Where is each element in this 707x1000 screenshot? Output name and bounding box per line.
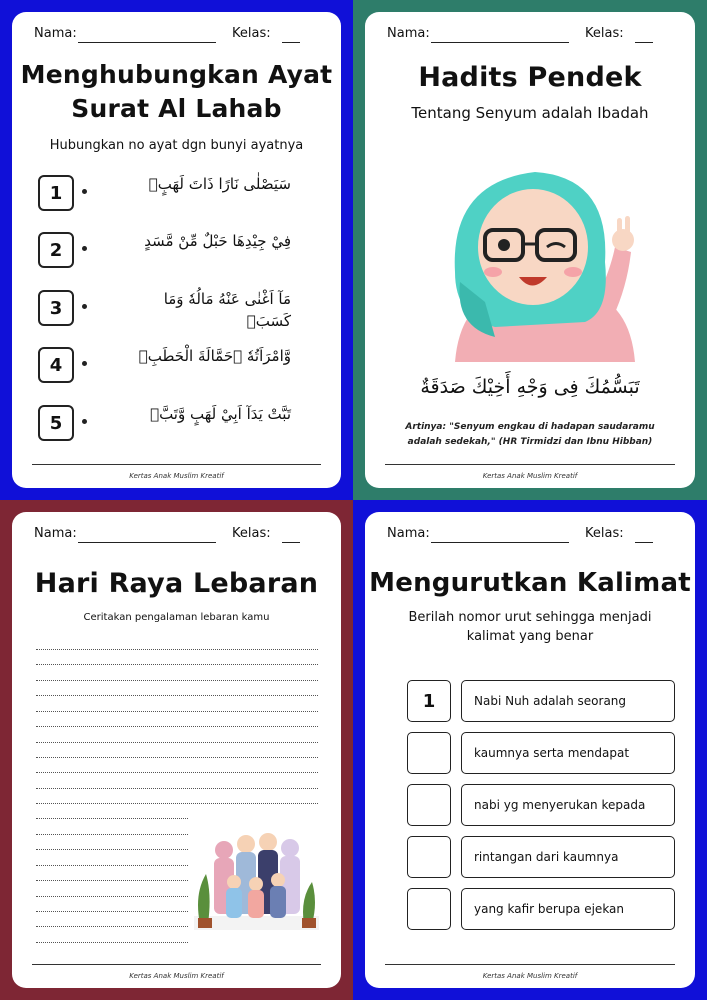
sentence-fragment: kaumnya serta mendapat [461, 732, 675, 774]
writing-line[interactable] [36, 742, 318, 743]
nama-line[interactable] [431, 542, 569, 543]
kelas-label: Kelas: [585, 526, 624, 541]
match-row [38, 175, 321, 215]
writing-line[interactable] [36, 834, 188, 835]
order-number-box[interactable]: 1 [407, 680, 451, 722]
ayat-text: فِيْ جِيْدِهَا حَبْلٌ مِّنْ مَّسَدٍ [144, 232, 291, 250]
number-box: 3 [38, 290, 74, 326]
order-row [407, 836, 677, 878]
kelas-line[interactable] [635, 542, 653, 543]
connector-dot[interactable] [82, 304, 87, 309]
order-row [407, 888, 677, 930]
worksheet-card [12, 12, 341, 488]
connector-dot[interactable] [82, 189, 87, 194]
name-class-bar [34, 26, 319, 48]
page-title-line2: Surat Al Lahab [71, 94, 282, 123]
nama-line[interactable] [78, 542, 216, 543]
writing-line[interactable] [36, 942, 188, 943]
kelas-label: Kelas: [232, 26, 271, 41]
footer-text: Kertas Anak Muslim Kreatif [482, 472, 578, 480]
footer-text: Kertas Anak Muslim Kreatif [129, 472, 224, 480]
instruction-line2: kalimat yang benar [466, 629, 594, 644]
ayat-text: وَّامْرَاَتُهٗ ۗحَمَّالَةَ الْحَطَبِۚ [138, 347, 291, 365]
name-class-bar [387, 26, 673, 48]
page-subtitle: Tentang Senyum adalah Ibadah [411, 104, 649, 122]
family-group-icon [194, 824, 319, 932]
writing-line[interactable] [36, 803, 318, 804]
worksheet-lebaran [0, 500, 353, 1000]
writing-line[interactable] [36, 880, 188, 881]
footer-divider [385, 964, 675, 965]
hadith-translation: Artinya: "Senyum engkau di hadapan saudaramu adalah sedekah," (HR Tirmidzi dan Ibnu Hibban) [405, 422, 655, 447]
writing-line[interactable] [36, 911, 188, 912]
writing-line[interactable] [36, 818, 188, 819]
order-row [407, 784, 677, 826]
nama-label: Nama: [34, 26, 77, 41]
worksheet-urutkan [353, 500, 707, 1000]
footer-divider [32, 964, 321, 965]
instruction: Berilah nomor urut sehingga menjadi [408, 610, 652, 625]
writing-line[interactable] [36, 772, 318, 773]
nama-line[interactable] [431, 42, 569, 43]
kelas-line[interactable] [635, 42, 653, 43]
connector-dot[interactable] [82, 419, 87, 424]
kelas-label: Kelas: [232, 526, 271, 541]
sentence-fragment: yang kafir berupa ejekan [461, 888, 675, 930]
connector-dot[interactable] [82, 361, 87, 366]
worksheet-hadits [353, 0, 707, 500]
number-box: 1 [38, 175, 74, 211]
footer-text: Kertas Anak Muslim Kreatif [482, 972, 578, 980]
nama-label: Nama: [34, 526, 77, 541]
nama-label: Nama: [387, 26, 430, 41]
writing-line[interactable] [36, 695, 318, 696]
writing-line[interactable] [36, 788, 318, 789]
instruction: Ceritakan pengalaman lebaran kamu [83, 612, 270, 623]
match-row [38, 232, 321, 272]
kelas-line[interactable] [282, 542, 300, 543]
kelas-line[interactable] [282, 42, 300, 43]
writing-line[interactable] [36, 849, 188, 850]
match-row [38, 347, 321, 387]
writing-line[interactable] [36, 896, 188, 897]
writing-line[interactable] [36, 680, 318, 681]
writing-line[interactable] [36, 649, 318, 650]
footer-divider [385, 464, 675, 465]
writing-line[interactable] [36, 757, 318, 758]
ayat-text: مَآ اَغْنٰى عَنْهُ مَالُهٗ وَمَا كَسَبَۗ [163, 290, 291, 330]
match-row [38, 405, 321, 445]
page-title: Hadits Pendek [418, 62, 642, 93]
worksheet-card [12, 512, 341, 988]
kelas-label: Kelas: [585, 26, 624, 41]
footer-divider [32, 464, 321, 465]
name-class-bar [34, 526, 319, 548]
connector-dot[interactable] [82, 246, 87, 251]
sentence-fragment: nabi yg menyerukan kepada [461, 784, 675, 826]
worksheet-card [365, 12, 695, 488]
order-row [407, 680, 677, 722]
writing-line[interactable] [36, 726, 318, 727]
page-title: Mengurutkan Kalimat [369, 568, 691, 598]
nama-line[interactable] [78, 42, 216, 43]
number-box: 4 [38, 347, 74, 383]
sentence-fragment: rintangan dari kaumnya [461, 836, 675, 878]
match-row [38, 290, 321, 330]
sentence-fragment: Nabi Nuh adalah seorang [461, 680, 675, 722]
writing-line[interactable] [36, 926, 188, 927]
name-class-bar [387, 526, 673, 548]
writing-line[interactable] [36, 865, 188, 866]
number-box: 2 [38, 232, 74, 268]
order-row [407, 732, 677, 774]
writing-line[interactable] [36, 664, 318, 665]
number-box: 5 [38, 405, 74, 441]
hijab-girl-waving-icon [435, 152, 645, 362]
order-number-box[interactable] [407, 888, 451, 930]
order-number-box[interactable] [407, 836, 451, 878]
page-title: Menghubungkan Ayat [20, 60, 333, 89]
order-number-box[interactable] [407, 732, 451, 774]
worksheet-al-lahab [0, 0, 353, 500]
page-title: Hari Raya Lebaran [34, 568, 319, 599]
writing-line[interactable] [36, 711, 318, 712]
instruction: Hubungkan no ayat dgn bunyi ayatnya [49, 138, 304, 153]
ayat-text: تَبَّتْ يَدَآ اَبِيْ لَهَبٍ وَّتَبَّۗ [150, 405, 291, 423]
ayat-text: سَيَصْلٰى نَارًا ذَاتَ لَهَبٍۙ [148, 175, 291, 193]
footer-text: Kertas Anak Muslim Kreatif [129, 972, 224, 980]
hadith-arabic: تَبَسُّمُكَ فِى وَجْهِ أَخِيْكَ صَدَقَةٌ [420, 376, 640, 398]
order-number-box[interactable] [407, 784, 451, 826]
worksheet-card [365, 512, 695, 988]
nama-label: Nama: [387, 526, 430, 541]
